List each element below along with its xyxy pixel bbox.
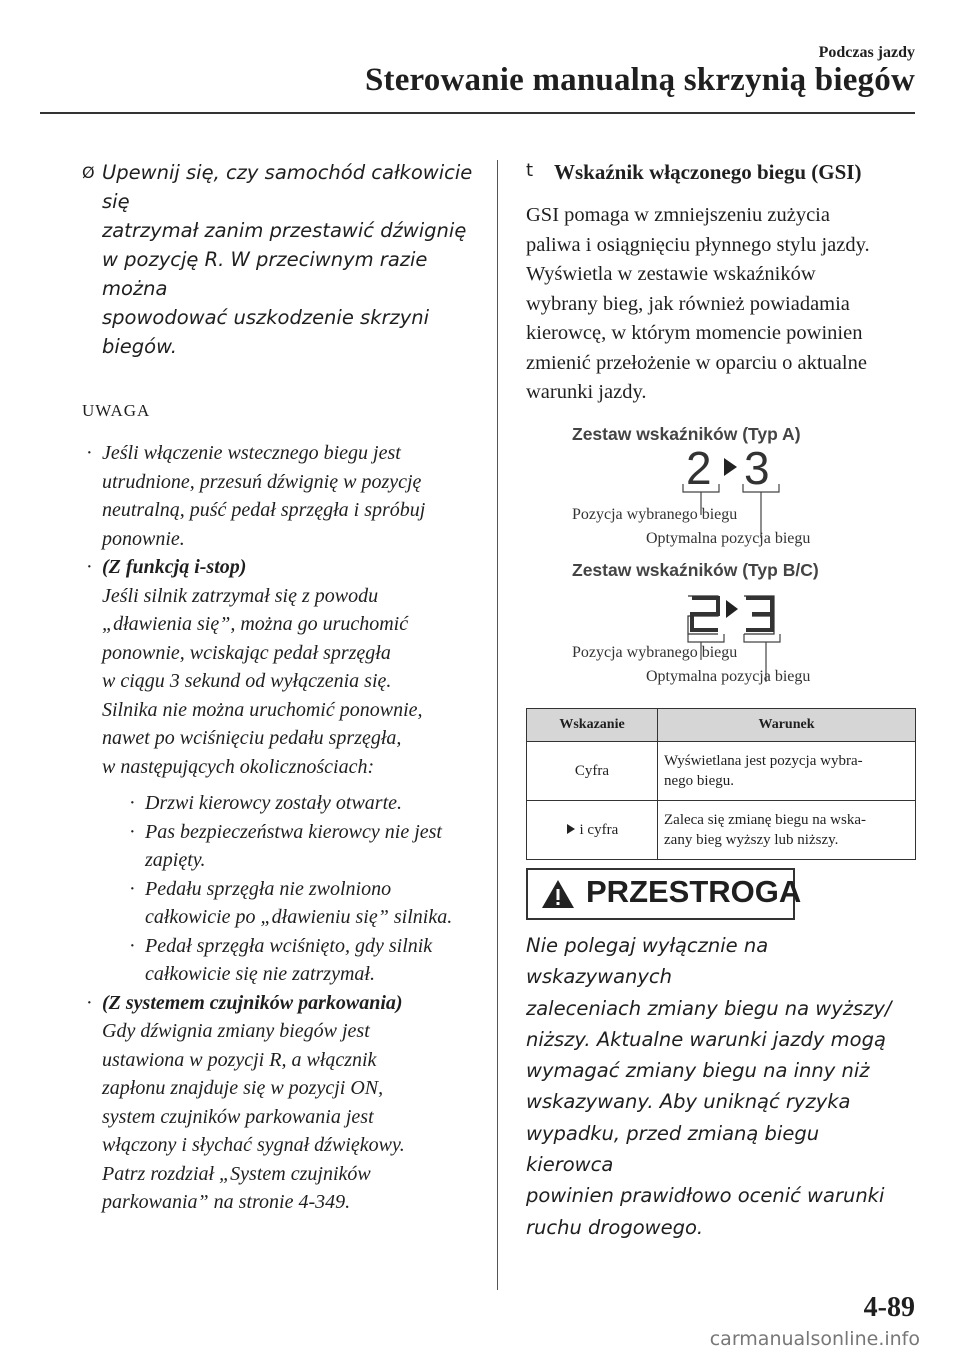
bullet-dot-icon: · xyxy=(86,556,93,578)
watermark: carmanualsonline.info xyxy=(709,1328,920,1350)
table-row xyxy=(527,801,916,860)
gsi-table xyxy=(526,708,916,860)
page-title: Sterowanie manualną skrzynią biegów xyxy=(364,62,915,98)
note-item: · (Z systemem czujników parkowania) Gdy dźwignia zmiany biegów jest ustawiona w pozycji R, a włącznik zapłonu znajduje się w pozycji ON, system czujników parkowania jest włączony i słychać sygnał dźwiękowy. Patrz rozdział „System czujników parkowania” na stronie 4-349. xyxy=(82,989,482,1217)
section-marker: t xyxy=(526,160,534,181)
suggested-gear-digit: 3 xyxy=(744,442,770,494)
section-heading: t Wskaźnik włączonego biegu (GSI) xyxy=(526,160,862,184)
current-gear-digit: 2 xyxy=(686,442,712,494)
list-item: · Pedał sprzęgła wciśnięto, gdy silnik całkowicie się nie zatrzymał. xyxy=(102,932,482,989)
arrow-right-icon xyxy=(566,823,576,835)
segment-digit-2 xyxy=(688,596,718,634)
column-divider xyxy=(497,160,498,1290)
condition-cell: Zaleca się zmianę biegu na wska- zany bieg wyższy lub niższy. xyxy=(658,801,916,860)
page-number: 4-89 xyxy=(863,1292,915,1323)
table-row xyxy=(527,742,916,801)
bullet-dot-icon: · xyxy=(129,792,136,814)
note-list xyxy=(82,439,482,1217)
selected-gear-caption: Pozycja wybranego biegu xyxy=(572,506,738,523)
optimal-gear-caption: Optymalna pozycja biegu xyxy=(646,668,811,685)
condition-cell: Wyświetlana jest pozycja wybra- nego biegu. xyxy=(658,742,916,801)
indication-cell: i cyfra xyxy=(527,801,658,860)
note-item: · Jeśli włączenie wstecznego biegu jest utrudnione, przesuń dźwignię w pozycję neutralną, puść pedał sprzęgła i spróbuj ponownie. xyxy=(82,439,482,553)
list-item: · Drzwi kierowcy zostały otwarte. xyxy=(102,789,482,818)
column-header: Warunek xyxy=(658,709,916,742)
bullet-dot-icon: · xyxy=(129,934,136,957)
note-subheading: (Z systemem czujników parkowania) xyxy=(102,991,403,1014)
indication-cell: Cyfra xyxy=(527,742,658,801)
table-header-row xyxy=(527,709,916,742)
note-subheading: (Z funkcją i-stop) xyxy=(102,556,247,578)
segment-digit-3 xyxy=(744,596,774,634)
upshift-arrow-icon xyxy=(724,458,737,476)
bullet-dot-icon: · xyxy=(129,820,136,843)
right-column xyxy=(526,160,916,408)
caution-header xyxy=(526,868,802,920)
left-column xyxy=(82,158,482,1217)
bullet-dot-icon: · xyxy=(129,877,136,900)
optimal-gear-caption: Optymalna pozycja biegu xyxy=(646,530,811,547)
warning-triangle-icon xyxy=(540,878,576,910)
bullet-dot-icon: · xyxy=(86,442,93,464)
caution-label: PRZESTROGA xyxy=(586,874,802,909)
condition-list xyxy=(102,789,482,989)
header-section-label: Podczas jazdy xyxy=(818,44,915,61)
selected-gear-caption: Pozycja wybranego biegu xyxy=(572,644,738,661)
type-a-label: Zestaw wskaźników (Typ A) xyxy=(572,424,801,444)
upshift-arrow-icon xyxy=(726,600,738,618)
caution-text: Nie polegaj wyłącznie na wskazywanych zaleceniach zmiany biegu na wyższy/ niższy. Aktualne warunki jazdy mogą wymagać zmiany biegu na inny niż wskazywany. Aby uniknąć ryzyka wypadku, przed zmianą biegu kierowca powinien prawidłowo ocenić warunki ruchu drogowego. xyxy=(526,934,892,1239)
note-item: · (Z funkcją i-stop) Jeśli silnik zatrzymał się z powodu „dławienia się”, można go uruchomić ponownie, wciskając pedał sprzęgła w ciągu 3 sekund od wyłączenia się. Silnika nie można uruchomić ponownie, nawet po wciśnięciu pedału sprzęgła, w następujących okolicznościach: · Drzwi kierowcy zostały otwarte. · Pas bezpieczeństwa kierowcy nie jest zapięty. · Pedału sprzęgła nie zwolniono całkowicie po „dławieniu się” silnika. · Pedał sprzęgła wciśnięto, gdy silnik całkowicie się nie zatrzymał. xyxy=(82,553,482,989)
warning-line: biegów. xyxy=(102,335,178,358)
section-body: GSI pomaga w zmniejszeniu zużycia paliwa i osiągnięciu płynnego stylu jazdy. Wyświetla w zestawie wskaźników wybrany bieg, jak również powiadamia kierowcę, w którym momencie powinien zmienić przełożenie w oparciu o aktualne warunki jazdy. xyxy=(526,204,870,403)
list-item: · Pedału sprzęgła nie zwolniono całkowicie po „dławieniu się” silnika. xyxy=(102,875,482,932)
column-header: Wskazanie xyxy=(527,709,658,742)
warning-line: w pozycję R. W przeciwnym razie można xyxy=(102,248,428,300)
gsi-diagram xyxy=(526,420,916,700)
warning-line: spowodować uszkodzenie skrzyni xyxy=(102,306,430,329)
warning-line: zatrzymał zanim przestawić dźwignię xyxy=(102,219,467,242)
warning-line: Ø Upewnij się, czy samochód całkowicie się xyxy=(82,158,482,216)
bullet-dot-icon: · xyxy=(86,991,93,1014)
type-bc-label: Zestaw wskaźników (Typ B/C) xyxy=(572,560,819,580)
list-item: · Pas bezpieczeństwa kierowcy nie jest zapięty. xyxy=(102,818,482,875)
arrow-bullet-icon: Ø xyxy=(82,163,95,182)
header-divider xyxy=(40,112,915,114)
note-heading: UWAGA xyxy=(82,401,151,420)
